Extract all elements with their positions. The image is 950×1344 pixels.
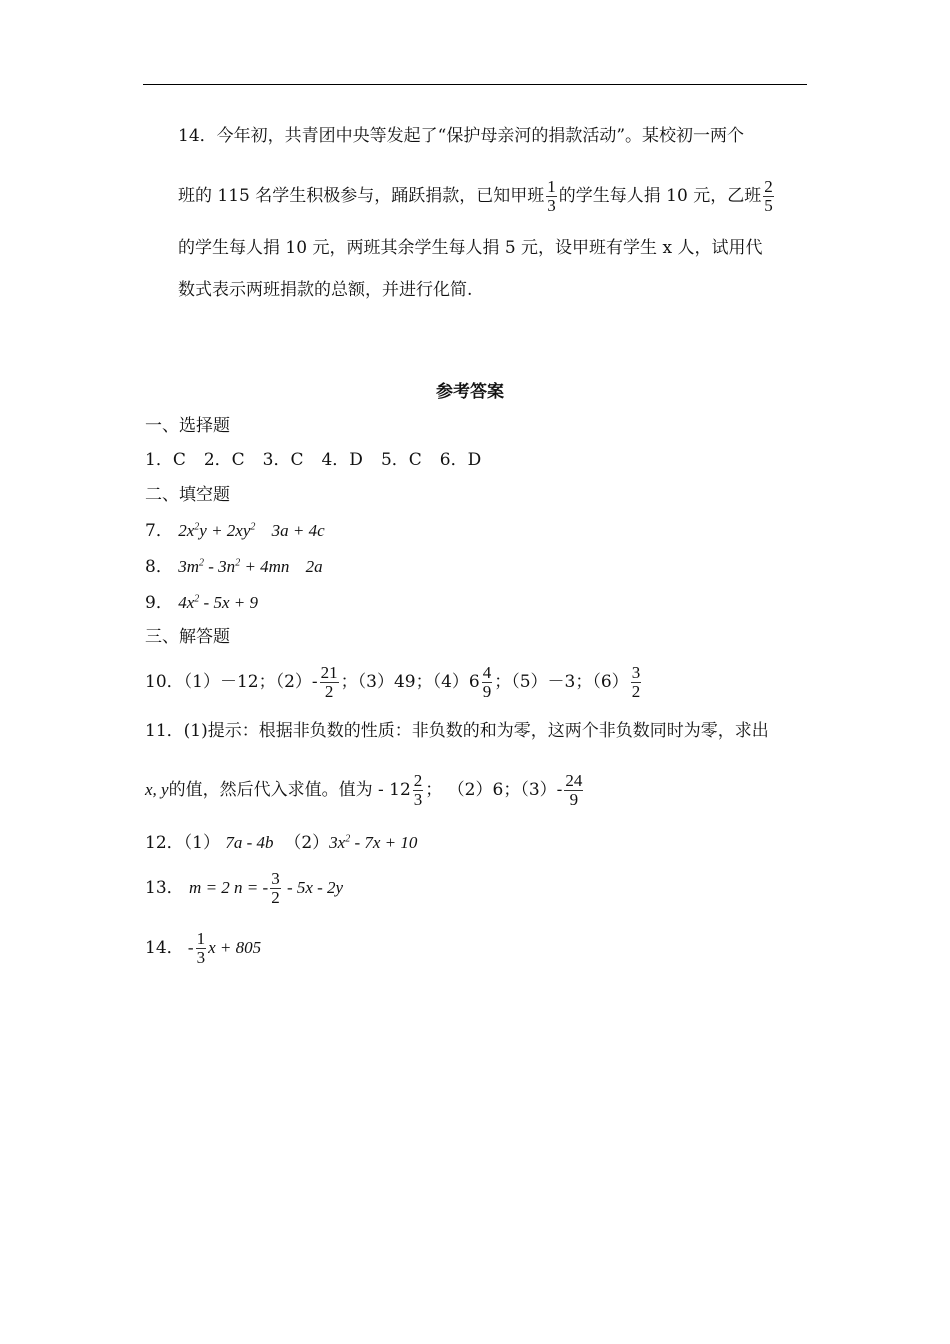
expr-part: - 5x + 9 <box>199 593 258 612</box>
answer-7 <box>145 522 325 540</box>
answer-10-text-b: ；（3）49；（4）6 <box>340 671 480 692</box>
expr-part: 4x <box>178 593 195 612</box>
answer-8-expr-1 <box>178 557 289 576</box>
fraction-denominator: 9 <box>482 681 492 701</box>
expr-part: 3m <box>178 557 200 576</box>
fraction-21-2 <box>320 664 339 701</box>
answer-12-text-a: 12．（1） <box>145 833 220 853</box>
expr-part: 3x <box>329 833 346 852</box>
answer-13 <box>145 870 343 907</box>
exponent: 2 <box>194 521 200 533</box>
answer-12 <box>145 834 417 852</box>
fraction-numerator: 1 <box>196 929 206 948</box>
answers-title: 参考答案 <box>436 382 504 402</box>
fraction-4-9 <box>482 664 493 701</box>
section-choice-heading: 一、选择题 <box>145 416 230 436</box>
exponent: 2 <box>199 557 205 569</box>
answer-8-expr-2: 2a <box>305 557 323 576</box>
answer-10 <box>145 664 643 701</box>
fraction-3-2 <box>270 870 281 907</box>
answer-11-vars: x, y <box>145 779 169 799</box>
section-fill-heading: 二、填空题 <box>145 485 230 505</box>
answer-number: 7． <box>145 521 173 541</box>
answer-12-expr-1: 7a - 4b <box>225 833 274 852</box>
expr-part: y + 2xy <box>199 521 251 540</box>
answer-12-expr-2 <box>329 833 417 852</box>
q14-line-1: 14．今年初，共青团中央等发起了“保护母亲河的捐款活动”。某校初一两个 <box>178 126 745 146</box>
fraction-numerator: 3 <box>271 869 280 888</box>
answer-12-text-b: （2） <box>284 833 330 853</box>
answer-8 <box>145 558 323 576</box>
answer-number: 14． <box>145 937 184 958</box>
choice-answers <box>145 452 481 469</box>
exponent: 2 <box>250 521 256 533</box>
answer-7-expr-2: 3a + 4c <box>271 521 325 540</box>
fraction-numerator: 24 <box>565 771 583 790</box>
answer-11-text-b: 的值，然后代入求值。值为 - 12 <box>168 779 411 800</box>
exponent: 2 <box>345 833 351 845</box>
fraction-denominator: 3 <box>413 789 423 809</box>
fraction-24-9 <box>564 772 583 809</box>
answer-number: 8． <box>145 557 173 577</box>
fraction-1-3 <box>196 930 207 967</box>
answer-9-expr <box>178 593 258 612</box>
q14-text-a: 班的 115 名学生积极参与，踊跃捐款，已知甲班 <box>178 185 545 206</box>
answer-9 <box>145 594 258 612</box>
q14-text-b: 的学生每人捐 10 元，乙班 <box>558 185 762 206</box>
expr-part: + 4mn <box>240 557 290 576</box>
fraction-numerator: 21 <box>320 663 338 682</box>
answer-10-text-c: ；（5）－3；（6） <box>494 671 629 692</box>
fraction-numerator: 4 <box>482 663 492 682</box>
answer-14-expr: x + 805 <box>208 937 262 957</box>
fraction-numerator: 2 <box>413 771 423 790</box>
fraction-denominator: 9 <box>569 789 579 809</box>
fraction-denominator: 2 <box>271 887 280 907</box>
expr-part: - 3n <box>204 557 236 576</box>
fraction-two-fifths <box>763 178 774 215</box>
section-solve-heading: 三、解答题 <box>145 627 230 647</box>
fraction-numerator: 3 <box>631 663 641 682</box>
answer-13-expr-1: m = 2 n = - <box>189 877 269 897</box>
choice-answer: 3．C <box>262 450 304 470</box>
choice-answer: 1．C <box>145 450 186 470</box>
choice-answer: 2．C <box>203 450 245 470</box>
answer-11-text-c: ； （2）6；（3）- <box>425 779 563 800</box>
header-rule <box>143 84 807 85</box>
q14-line-3: 的学生每人捐 10 元，两班其余学生每人捐 5 元，设甲班有学生 x 人，试用代 <box>178 238 763 258</box>
answer-14 <box>145 930 261 967</box>
answer-11-line-2 <box>145 772 585 809</box>
answer-number: 9． <box>145 593 173 613</box>
exponent: 2 <box>194 593 200 605</box>
answer-10-text-a: 10．（1）－12；（2）- <box>145 671 318 692</box>
fraction-3-2 <box>631 664 642 701</box>
expr-part: 2x <box>178 521 195 540</box>
fraction-denominator: 5 <box>764 195 773 215</box>
fraction-denominator: 3 <box>547 195 556 215</box>
fraction-one-third <box>546 178 557 215</box>
expr-part: - 7x + 10 <box>350 833 418 852</box>
fraction-numerator: 2 <box>764 177 773 196</box>
fraction-numerator: 1 <box>547 177 556 196</box>
q14-line-4: 数式表示两班捐款的总额，并进行化简. <box>178 280 473 300</box>
choice-answer: 5．C <box>380 450 422 470</box>
exponent: 2 <box>235 557 241 569</box>
fraction-2-3 <box>413 772 424 809</box>
fraction-denominator: 2 <box>324 681 334 701</box>
choice-answer: 4．D <box>321 450 363 470</box>
answer-number: 13． <box>145 877 184 898</box>
fraction-denominator: 3 <box>196 947 206 967</box>
answer-14-sign: - <box>183 937 194 957</box>
answer-13-expr-2: - 5x - 2y <box>282 877 344 897</box>
q14-line-2 <box>178 178 776 215</box>
fraction-denominator: 2 <box>631 681 641 701</box>
choice-answer: 6．D <box>439 450 482 470</box>
answer-7-expr-1 <box>178 521 255 540</box>
answer-11-line-1: 11．(1)提示：根据非负数的性质：非负数的和为零，这两个非负数同时为零，求出 <box>145 721 769 741</box>
